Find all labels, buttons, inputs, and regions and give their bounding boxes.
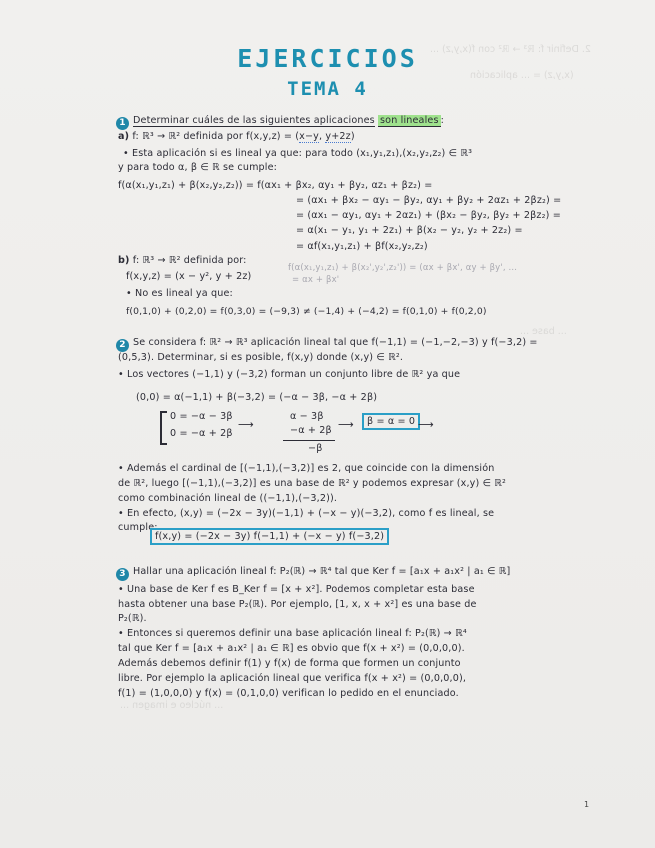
ex1b-text: • No es lineal ya que: xyxy=(126,288,233,299)
ex1a-eq-1: f(α(x₁,y₁,z₁) + β(x₂,y₂,z₂)) = f(αx₁ + βx₂, αy₁ + βy₂, αz₁ + βz₂) = xyxy=(118,180,433,191)
final-result-box: f(x,y) = (−2x − 3y) f(−1,1) + (−x − y) f(−3,2) xyxy=(150,528,389,545)
ex3-line-8: libre. Por ejemplo la aplicación lineal que verifica f(x + x²) = (0,0,0,0), xyxy=(118,673,467,684)
page-title: EJERCICIOS xyxy=(237,44,418,73)
system-eq-2: 0 = −α + 2β xyxy=(170,428,233,439)
elimination-1: α − 3β xyxy=(290,411,324,422)
ex2-line-9: cumple: xyxy=(118,522,158,533)
ex2-line-4: (0,0) = α(−1,1) + β(−3,2) = (−α − 3β, −α + 2β) xyxy=(136,392,378,403)
ex1b-equation: f(0,1,0) + (0,2,0) = f(0,3,0) = (−9,3) ≠ (−1,4) + (−4,2) = f(0,1,0) + f(0,2,0) xyxy=(126,306,487,317)
ex3-line-2: • Una base de Ker f es B_Ker f = [x + x²]. Podemos completar esta base xyxy=(118,584,475,595)
page-number: 1 xyxy=(584,800,590,809)
bleed-through-text: ... núcleo e imagen ... xyxy=(120,700,224,711)
ex2-line-8: • En efecto, (x,y) = (−2x − 3y)(−1,1) + (−x − y)(−3,2), como f es lineal, se xyxy=(118,508,495,519)
ex3-number-badge: 3 xyxy=(116,568,129,581)
ex2-line-5: • Además el cardinal de [(−1,1),(−3,2)] es 2, que coincide con la dimensión xyxy=(118,463,495,474)
ex1b-formula: f(x,y,z) = (x − y², y + 2z) xyxy=(126,271,252,282)
ex1a-eq-4: = α(x₁ − y₁, y₁ + 2z₁) + β(x₂ − y₂, y₂ + 2z₂) = xyxy=(296,225,523,236)
arrow-1: ⟶ xyxy=(238,418,254,431)
ex3-line-7: Además debemos definir f(1) y f(x) de forma que formen un conjunto xyxy=(118,658,461,669)
page-subtitle: TEMA 4 xyxy=(287,78,368,100)
ex1a-eq-2: = (αx₁ + βx₂ − αy₁ − βy₂, αy₁ + βy₂ + 2αz₁ + 2βz₂) = xyxy=(296,195,562,206)
ex3-line-5: • Entonces si queremos definir una base aplicación lineal f: P₂(ℝ) → ℝ⁴ xyxy=(118,628,467,639)
ex1b-definition: b) f: ℝ³ → ℝ² definida por: xyxy=(118,255,247,266)
ex3-line-3: hasta obtener una base P₂(ℝ). Por ejemplo, [1, x, x + x²] es una base de xyxy=(118,599,477,610)
ex2-line-1: 2 Se considera f: ℝ² → ℝ³ aplicación lineal tal que f(−1,1) = (−1,−2,−3) y f(−3,2) = xyxy=(116,337,538,352)
system-eq-1: 0 = −α − 3β xyxy=(170,411,233,422)
elimination-2: −α + 2β xyxy=(290,425,332,436)
ex1a-eq-5: = αf(x₁,y₁,z₁) + βf(x₂,y₂,z₂) xyxy=(296,241,428,252)
ex1a-text-2: y para todo α, β ∈ ℝ se cumple: xyxy=(118,162,278,173)
arrow-3: ⟶ xyxy=(418,418,434,431)
system-brace xyxy=(160,411,167,445)
ex2-number-badge: 2 xyxy=(116,339,129,352)
ex1-heading: 1 Determinar cuáles de las siguientes aplicaciones son lineales : xyxy=(116,115,444,130)
ex1a-eq-3: = (αx₁ − αy₁, αy₁ + 2αz₁) + (βx₂ − βy₂, βy₂ + 2βz₂) = xyxy=(296,210,561,221)
elimination-rule xyxy=(283,440,335,441)
ex2-line-2: (0,5,3). Determinar, si es posible, f(x,y) donde (x,y) ∈ ℝ². xyxy=(118,352,404,363)
ex2-line-7: como combinación lineal de ((−1,1),(−3,2)). xyxy=(118,493,338,504)
ex2-line-6: de ℝ², luego [(−1,1),(−3,2)] es una base de ℝ² y podemos expresar (x,y) ∈ ℝ² xyxy=(118,478,507,489)
ex3-line-1: 3 Hallar una aplicación lineal f: P₂(ℝ) → ℝ⁴ tal que Ker f = [a₁x + a₁x² | a₁ ∈ ℝ] xyxy=(116,566,510,581)
result-box: β = α = 0 xyxy=(362,413,420,430)
ex1b-side-note-1: f(α(x₁,y₁,z₁) + β(x₂',y₂',z₂')) = (αx + βx', αy + βy', ... xyxy=(288,263,518,273)
ex3-line-9: f(1) = (1,0,0,0) y f(x) = (0,1,0,0) verifican lo pedido en el enunciado. xyxy=(118,688,459,699)
bleed-through-text: (x,y,z) = ... aplicación xyxy=(470,70,574,81)
ex1a-text-1: • Esta aplicación si es lineal ya que: para todo (x₁,y₁,z₁),(x₂,y₂,z₂) ∈ ℝ³ xyxy=(123,148,473,159)
ex3-line-6: tal que Ker f = [a₁x + a₁x² | a₁ ∈ ℝ] es obvio que f(x + x²) = (0,0,0,0). xyxy=(118,643,465,654)
bleed-through-text: ... base ... xyxy=(520,326,567,337)
ex3-line-4: P₂(ℝ). xyxy=(118,613,147,624)
ex1a-definition: a) f: ℝ³ → ℝ² definida por f(x,y,z) = (x−y, y+2z) xyxy=(118,131,355,142)
ex2-line-3: • Los vectores (−1,1) y (−3,2) forman un conjunto libre de ℝ² ya que xyxy=(118,369,461,380)
bleed-through-text: 2. Definir f: ℝ³ → ℝ² con f(x,y,z) ... xyxy=(430,44,591,55)
elimination-3: −β xyxy=(308,443,323,454)
ex1-number-badge: 1 xyxy=(116,117,129,130)
highlight-lineales: son lineales xyxy=(380,115,439,126)
ex1b-side-note-2: = αx + βx' xyxy=(292,275,340,285)
arrow-2: ⟶ xyxy=(338,418,354,431)
